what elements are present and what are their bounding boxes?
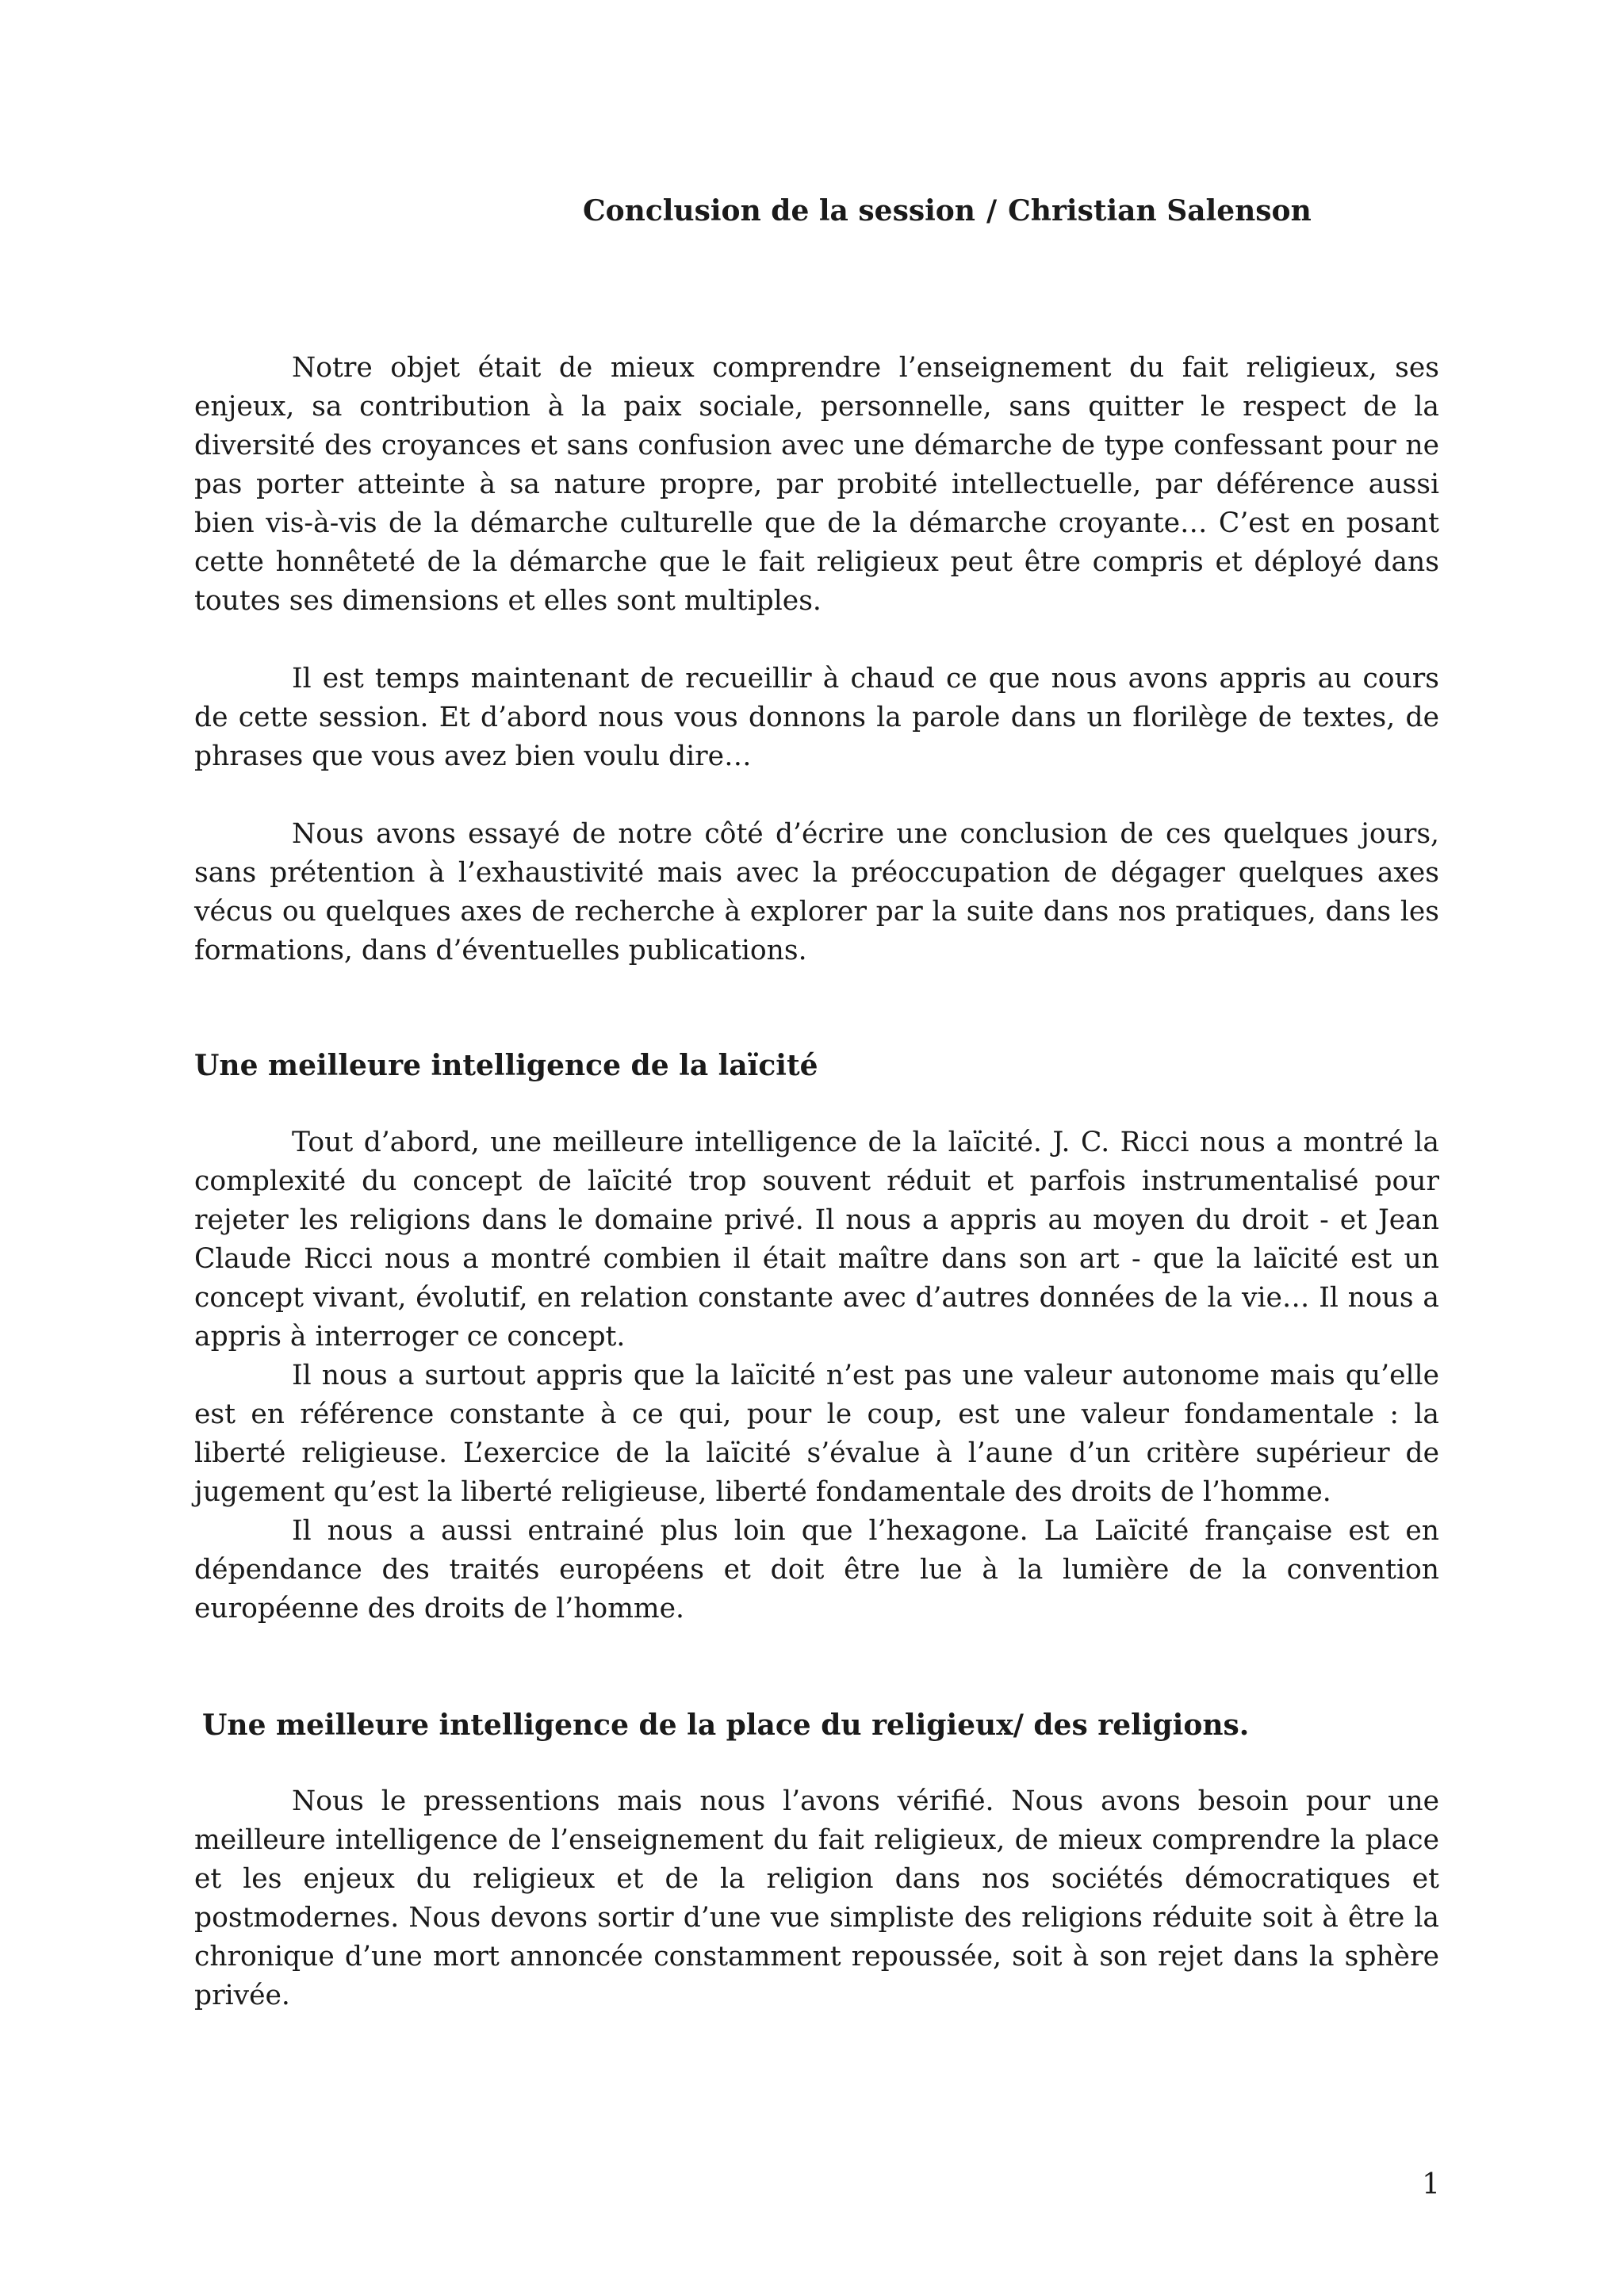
intro-paragraph: Notre objet était de mieux comprendre l’enseignement du fait religieux, ses enjeux, sa contribution à la paix sociale, personnelle, sans quitter le respect de la diversité des croyances et sans confusion avec une démarche de type confessant pour ne pas porter atteinte à sa nature propre, par probité intellectuelle, par déférence aussi bien vis-à-vis de la démarche culturelle que de la démarche croyante… C’est en posant cette honnêteté de la démarche que le fait religieux peut être compris et déployé dans toutes ses dimensions et elles sont multiples. bbox=[194, 352, 1439, 617]
title-main: Conclusion de la session bbox=[583, 194, 975, 228]
section-heading-laicite: Une meilleure intelligence de la laïcité bbox=[194, 1049, 818, 1082]
page-number: 1 bbox=[1422, 2168, 1440, 2201]
body-paragraph: Il nous a aussi entrainé plus loin que l’hexagone. La Laïcité française est en dépendance des traités européens et doit être lue à la lumière de la convention européenne des droits de l’homme. bbox=[194, 1515, 1439, 1624]
body-paragraph: Il nous a surtout appris que la laïcité n’est pas une valeur autonome mais qu’elle est en référence constante à ce qui, pour le coup, est une valeur fondamentale : la liberté religieuse. L’exercice de la laïcité s’évalue à l’aune d’un critère supérieur de jugement qu’est la liberté religieuse, liberté fondamentale des droits de l’homme. bbox=[194, 1360, 1439, 1508]
body-paragraph: Nous le pressentions mais nous l’avons vérifié. Nous avons besoin pour une meilleure intelligence de l’enseignement du fait religieux, de mieux comprendre la place et les enjeux du religieux et de la religion dans nos sociétés démocratiques et postmodernes. Nous devons sortir d’une vue simpliste des religions réduite soit à être la chronique d’une mort annoncée constamment repoussée, soit à son rejet dans la sphère privée. bbox=[194, 1785, 1439, 2011]
section-religions-body bbox=[194, 1782, 1439, 2015]
intro-paragraph: Nous avons essayé de notre côté d’écrire une conclusion de ces quelques jours, sans prétention à l’exhaustivité mais avec la préoccupation de dégager quelques axes vécus ou quelques axes de recherche à explorer par la suite dans nos pratiques, dans les formations, dans d’éventuelles publications. bbox=[194, 818, 1439, 966]
title-author: Christian Salenson bbox=[1008, 194, 1312, 228]
section-heading-religions: Une meilleure intelligence de la place du religieux/ des religions. bbox=[202, 1709, 1250, 1742]
document-title bbox=[583, 194, 1312, 228]
body-paragraph: Tout d’abord, une meilleure intelligence de la laïcité. J. C. Ricci nous a montré la complexité du concept de laïcité trop souvent réduit et parfois instrumentalisé pour rejeter les religions dans le domaine privé. Il nous a appris au moyen du droit - et Jean Claude Ricci nous a montré combien il était maître dans son art - que la laïcité est un concept vivant, évolutif, en relation constante avec d’autres données de la vie… Il nous a appris à interroger ce concept. bbox=[194, 1127, 1439, 1353]
intro-block bbox=[194, 349, 1439, 970]
section-laicite-body bbox=[194, 1123, 1439, 1628]
intro-paragraph: Il est temps maintenant de recueillir à chaud ce que nous avons appris au cours de cette session. Et d’abord nous vous donnons la parole dans un florilège de textes, de phrases que vous avez bien voulu dire… bbox=[194, 663, 1439, 772]
title-separator: / bbox=[986, 194, 998, 228]
